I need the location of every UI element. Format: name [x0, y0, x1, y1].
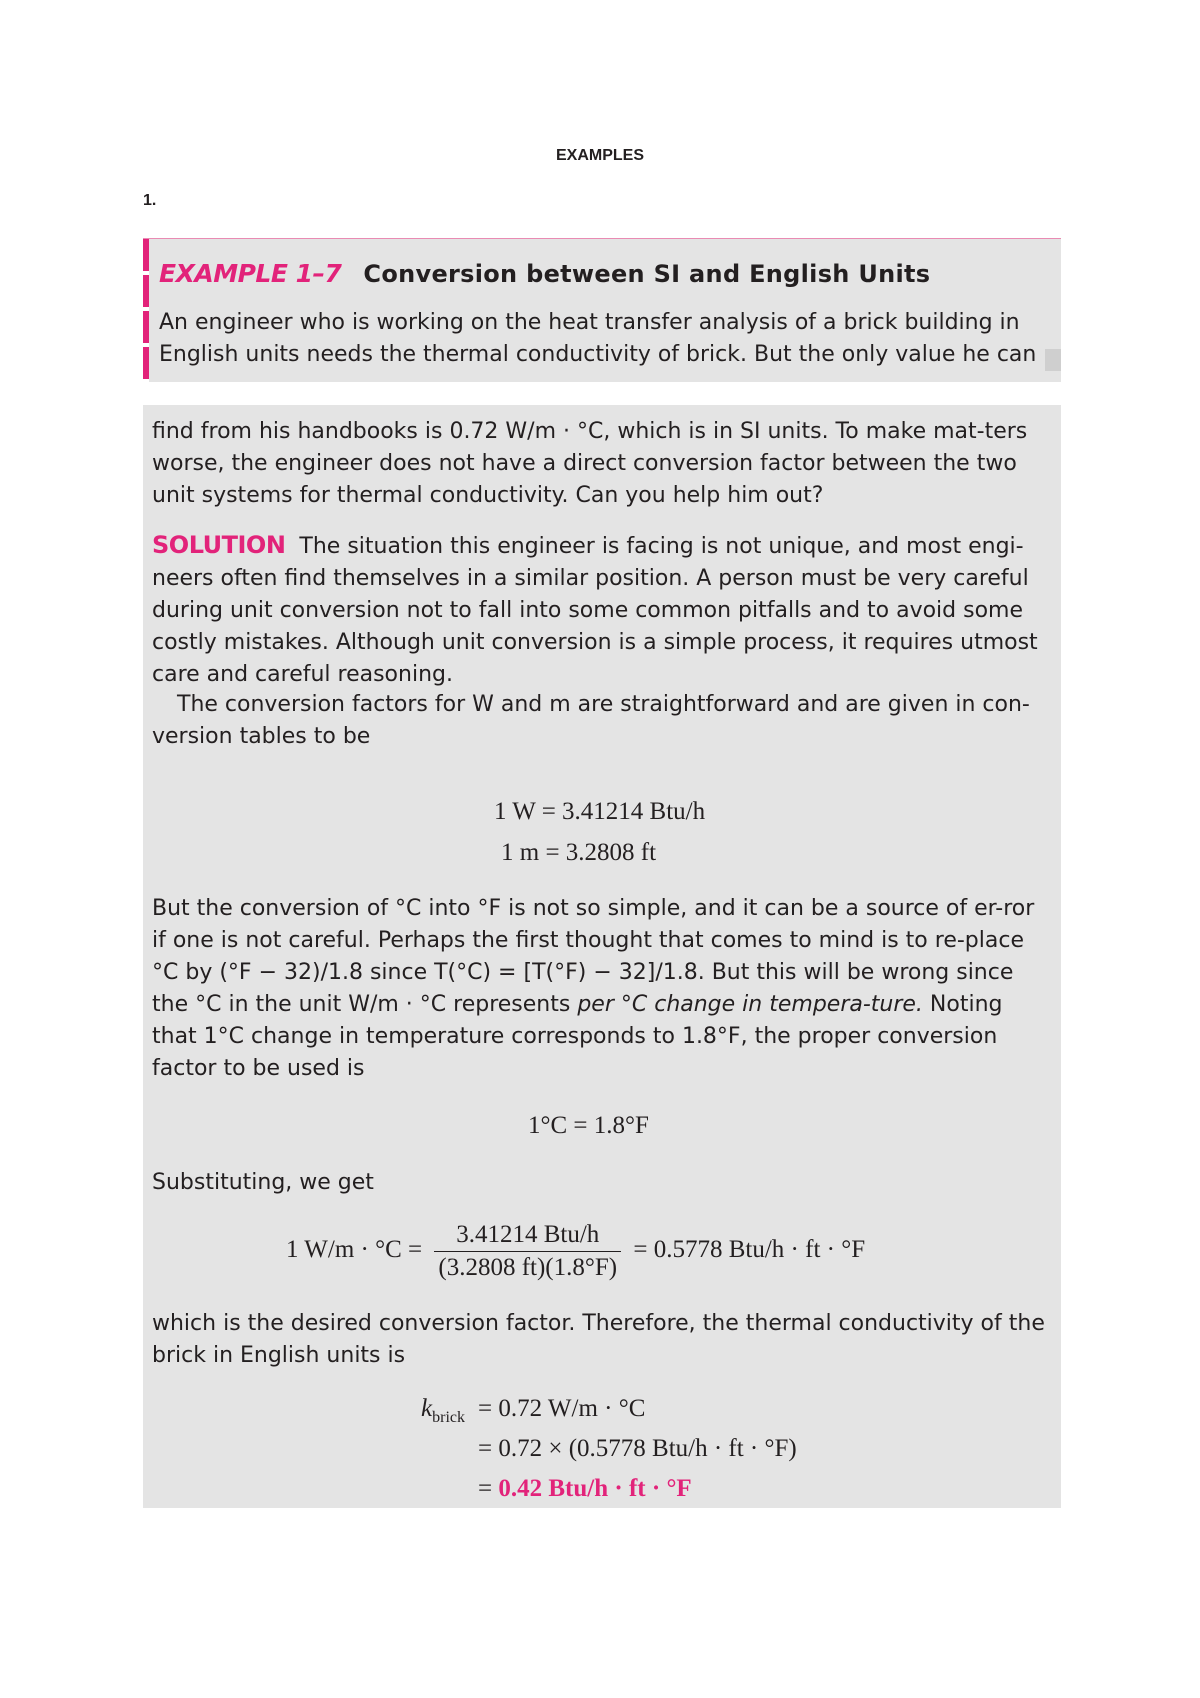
celsius-text-a: But the conversion of °C into °F is not so simple, and it can be a source of er-ror if one is not careful. Perhaps the first thought that comes to mind is to re-place °C by (°F − 32)/1.8 since T(°C) = [T(°F) − 32]/1.8. But this will be wrong since the °C in the unit W/m · °C represents — [152, 896, 1035, 1017]
equation-fraction — [434, 1219, 621, 1284]
page-heading: EXAMPLES — [555, 147, 644, 164]
celsius-text-b: Noting that 1°C change in temperature corresponds to 1.8°F, the proper conversion factor to be used is — [152, 992, 1003, 1081]
k-line-3 — [478, 1475, 692, 1503]
k-line-2: = 0.72 × (0.5778 Btu/h · ft · °F) — [478, 1435, 797, 1462]
example-header-box — [143, 238, 1061, 382]
accent-bar — [143, 239, 149, 383]
k-line-3-equals: = — [478, 1475, 493, 1502]
k-line-1: = 0.72 W/m · °C — [478, 1395, 646, 1422]
conversion-paragraph: The conversion factors for W and m are straightforward and are given in con-version tables to be — [152, 692, 1030, 749]
k-result: 0.42 Btu/h · ft · °F — [498, 1475, 692, 1502]
k-subscript: brick — [432, 1409, 465, 1426]
k-brick-symbol — [421, 1395, 465, 1427]
example-name: Conversion between SI and English Units — [363, 260, 931, 288]
example-intro: An engineer who is working on the heat transfer analysis of a brick building in English units needs the thermal conductivity of brick. But the only value he can — [159, 310, 1037, 367]
equation-rhs: = 0.5778 Btu/h · ft · °F — [633, 1236, 866, 1264]
example-number: EXAMPLE 1–7 — [159, 259, 342, 288]
item-number: 1. — [143, 192, 157, 209]
solution-text: The situation this engineer is facing is not unique, and most engi-neers often find themselves in a similar position. A person must be very careful during unit conversion not to fall into some common pitfalls and to avoid some costly mistakes. Although unit conversion is a simple process, it requires utmost care and careful reasoning. — [152, 534, 1038, 687]
equation-lhs: 1 W/m · °C = — [286, 1236, 423, 1264]
continuation-paragraph: find from his handbooks is 0.72 W/m · °C, which is in SI units. To make mat-ters worse, the engineer does not have a direct conversion factor between the two unit systems for thermal conductivity. Can you help him out? — [152, 419, 1028, 508]
page-cut-marker — [1045, 349, 1061, 371]
equation-meter: 1 m = 3.2808 ft — [501, 839, 657, 866]
fraction-numerator: 3.41214 Btu/h — [434, 1219, 621, 1252]
equation-celsius: 1°C = 1.8°F — [528, 1112, 649, 1139]
celsius-text-emphasis: per °C change in tempera-ture. — [577, 992, 923, 1017]
celsius-paragraph — [152, 893, 1052, 1085]
solution-label: SOLUTION — [152, 531, 286, 559]
example-body-box — [143, 405, 1061, 1508]
substituting-paragraph: Substituting, we get — [152, 1170, 374, 1195]
example-title — [159, 259, 930, 288]
desired-factor-paragraph: which is the desired conversion factor. Therefore, the thermal conductivity of the brick in English units is — [152, 1311, 1045, 1368]
solution-paragraph — [152, 529, 1052, 691]
k-symbol: k — [421, 1395, 433, 1422]
fraction-denominator: (3.2808 ft)(1.8°F) — [438, 1254, 618, 1281]
equation-watt: 1 W = 3.41214 Btu/h — [494, 798, 706, 825]
equation-conversion-factor — [286, 1219, 865, 1284]
